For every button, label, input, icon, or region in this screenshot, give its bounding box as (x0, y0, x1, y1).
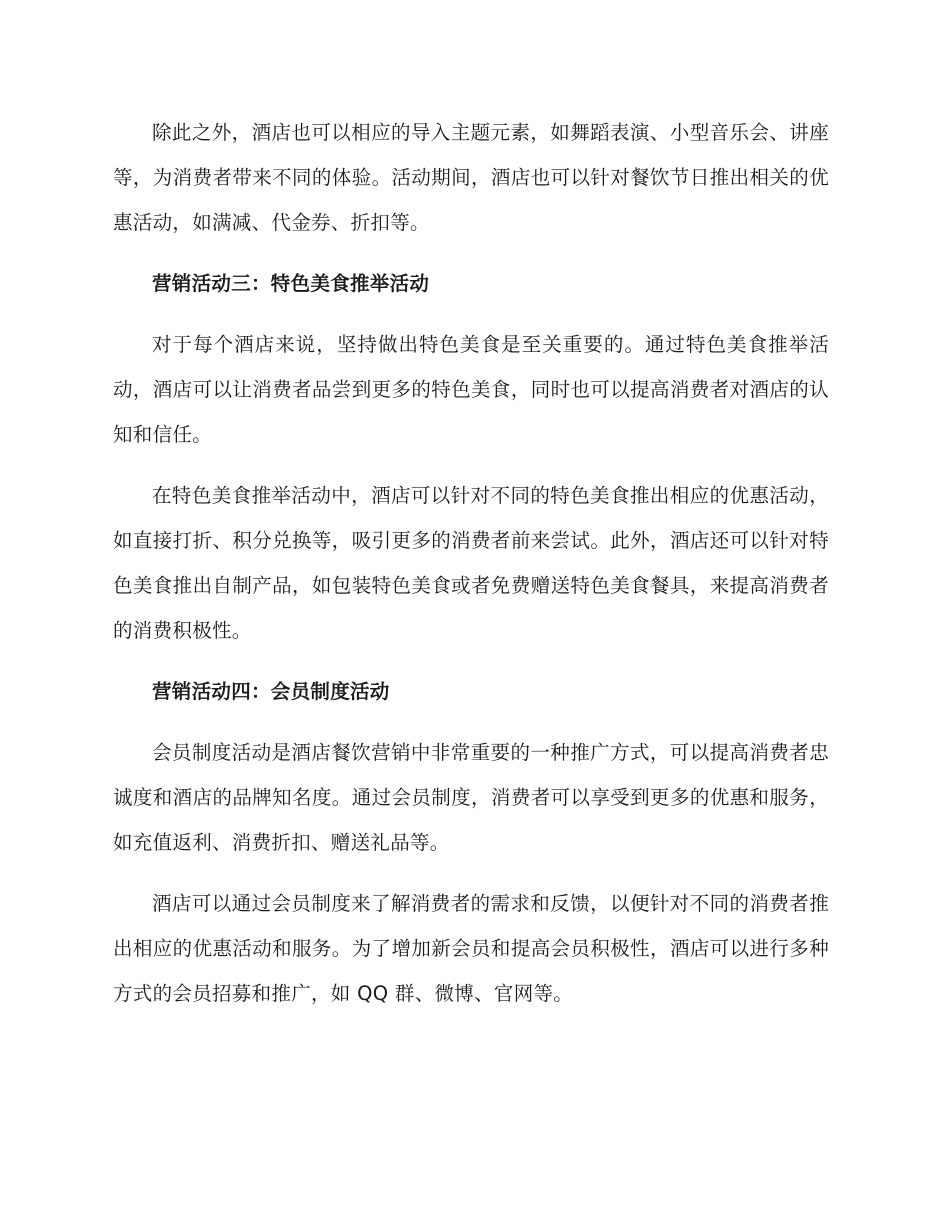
document-page (113, 110, 829, 1032)
paragraph-specialty-food-intro: 对于每个酒店来说，坚持做出特色美食是至关重要的。通过特色美食推举活动，酒店可以让消费者品尝到更多的特色美食，同时也可以提高消费者对酒店的认知和信任。 (113, 333, 829, 446)
paragraph-membership-recruitment: 酒店可以通过会员制度来了解消费者的需求和反馈，以便针对不同的消费者推出相应的优惠活动和服务。为了增加新会员和提高会员积极性，酒店可以进行多种方式的会员招募和推广，如 QQ 群、微博、官网等。 (113, 892, 829, 1005)
section-heading-specialty-food: 营销活动三：特色美食推举活动 (152, 272, 430, 295)
paragraph-theme-elements: 除此之外，酒店也可以相应的导入主题元素，如舞蹈表演、小型音乐会、讲座等，为消费者带来不同的体验。活动期间，酒店也可以针对餐饮节日推出相关的优惠活动，如满减、代金券、折扣等。 (113, 121, 829, 234)
paragraph-specialty-food-promotions: 在特色美食推举活动中，酒店可以针对不同的特色美食推出相应的优惠活动，如直接打折、积分兑换等，吸引更多的消费者前来尝试。此外，酒店还可以针对特色美食推出自制产品，如包装特色美食或者免费赠送特色美食餐具，来提高消费者的消费积极性。 (113, 484, 829, 642)
paragraph-membership-intro: 会员制度活动是酒店餐饮营销中非常重要的一种推广方式，可以提高消费者忠诚度和酒店的品牌知名度。通过会员制度，消费者可以享受到更多的优惠和服务，如充值返利、消费折扣、赠送礼品等。 (113, 741, 829, 854)
section-heading-membership: 营销活动四：会员制度活动 (152, 680, 390, 703)
